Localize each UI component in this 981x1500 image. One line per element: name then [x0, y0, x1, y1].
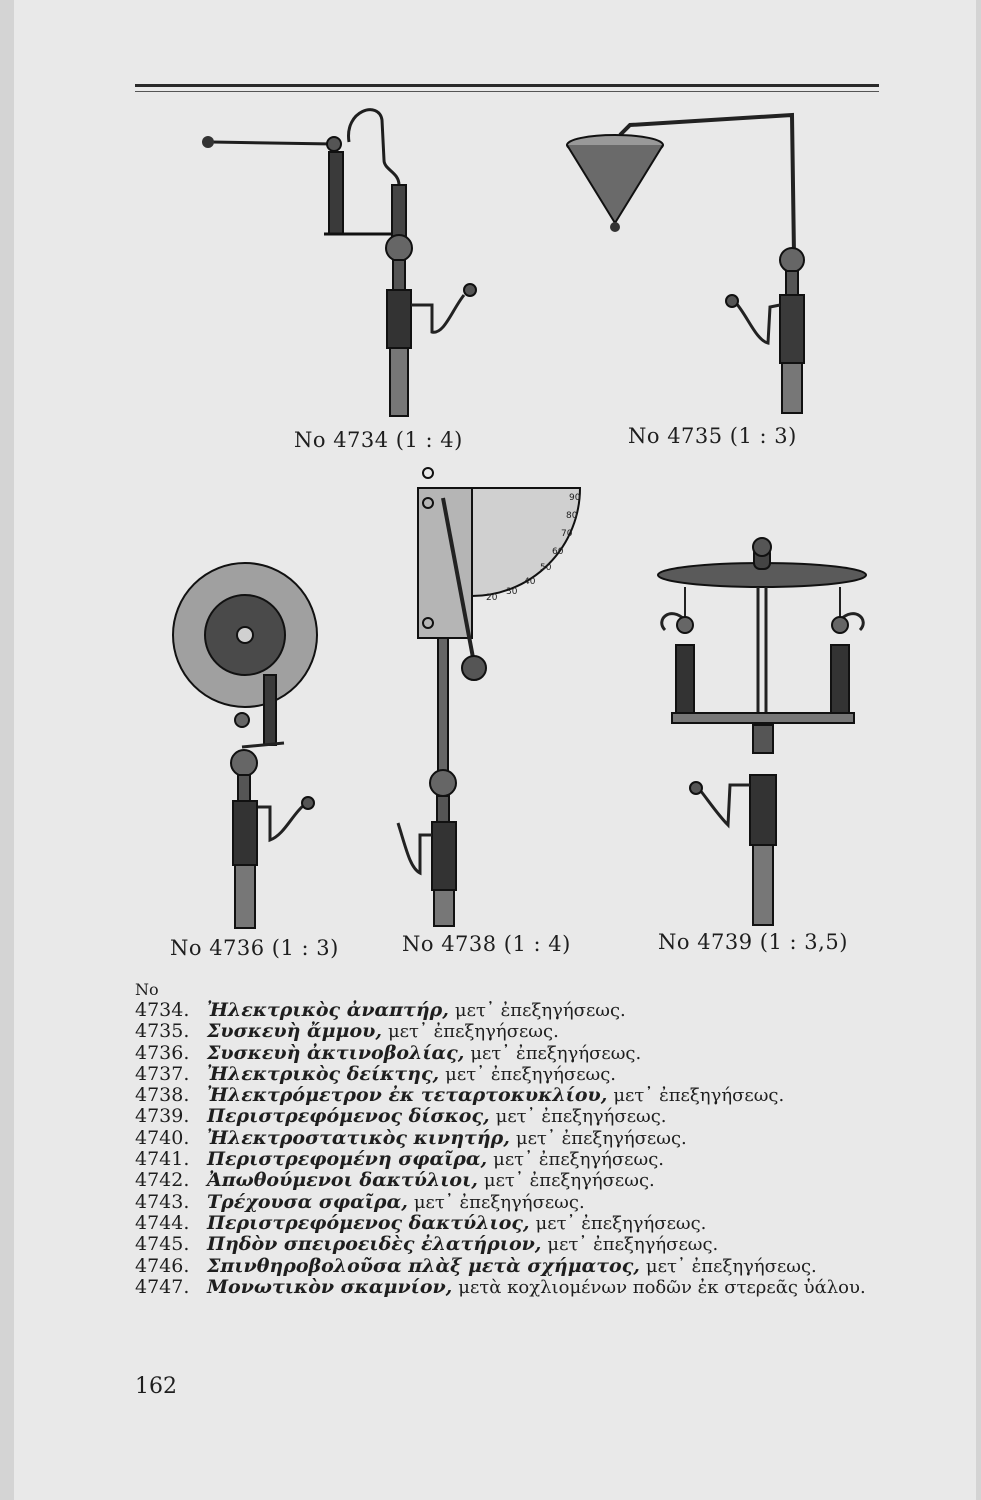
- item-number: 4747.: [135, 1275, 190, 1298]
- figure-4735-illustration: [560, 105, 820, 415]
- item-description: μετ᾽ ἐπεξηγήσεως.: [493, 1149, 664, 1171]
- item-name: Πηδὸν σπειροειδὲς ἐλατήριον,: [207, 1233, 542, 1256]
- page-number: 162: [135, 1374, 177, 1399]
- item-description: μετ᾽ ἐπεξηγήσεως.: [483, 1170, 655, 1192]
- item-name: Ἠλεκτρικὸς δείκτης,: [207, 1062, 440, 1085]
- item-description: μετ᾽ ἐπεξηγήσεως.: [515, 1127, 687, 1149]
- list-item: [135, 1192, 975, 1213]
- figure-4739-illustration: [650, 535, 880, 927]
- figure-4738-caption: No 4738 (1 : 4): [402, 932, 571, 956]
- figure-4734-caption: No 4734 (1 : 4): [294, 428, 463, 452]
- item-description: μετ᾽ ἐπεξηγήσεως.: [645, 1255, 817, 1277]
- list-item: [135, 1064, 975, 1085]
- item-description: μετ᾽ ἐπεξηγήσεως.: [470, 1042, 642, 1064]
- list-item: [135, 1234, 975, 1255]
- list-item: [135, 1213, 975, 1234]
- item-name: Τρέχουσα σφαῖρα,: [207, 1190, 408, 1213]
- catalog-page: [14, 0, 976, 1500]
- list-heading: No: [135, 980, 159, 999]
- catalog-list: [135, 1000, 975, 1298]
- item-description: μετ᾽ ἐπεξηγήσεως.: [547, 1234, 719, 1256]
- top-rule-thin: [135, 91, 879, 92]
- item-description: μετ᾽ ἐπεξηγήσεως.: [613, 1085, 785, 1107]
- item-description: μετ᾽ ἐπεξηγήσεως.: [535, 1212, 707, 1234]
- top-rule: [135, 84, 879, 87]
- item-description: μετ᾽ ἐπεξηγήσεως.: [495, 1106, 667, 1128]
- list-item: [135, 1106, 975, 1127]
- list-item: [135, 1021, 975, 1042]
- item-number: 4744.: [135, 1211, 190, 1234]
- list-item: [135, 1170, 975, 1191]
- list-item: [135, 1277, 975, 1298]
- scale-label-20: 20: [486, 593, 498, 603]
- list-item: [135, 1128, 975, 1149]
- list-item: [135, 1043, 975, 1064]
- item-name: Περιστρεφόμενος δακτύλιος,: [207, 1211, 530, 1234]
- item-name: Συσκευὴ ἄμμου,: [207, 1020, 382, 1043]
- scale-label-30: 30: [506, 587, 518, 597]
- scale-label-90: 90: [569, 493, 581, 503]
- figure-4735-caption: No 4735 (1 : 3): [628, 424, 797, 448]
- item-name: Περιστρεφόμενος δίσκος,: [207, 1105, 490, 1128]
- item-number: 4738.: [135, 1084, 190, 1107]
- item-number: 4743.: [135, 1190, 190, 1213]
- quadrant-scale: [472, 488, 592, 608]
- item-name: Σπινθηροβολοῦσα πλὰξ μετὰ σχήματος,: [207, 1254, 640, 1277]
- figure-4736-caption: No 4736 (1 : 3): [170, 936, 339, 960]
- item-description: μετ᾽ ἐπεξηγήσεως.: [387, 1021, 559, 1043]
- item-number: 4735.: [135, 1020, 190, 1043]
- item-number: 4741.: [135, 1148, 190, 1171]
- item-description: μετὰ κοχλιομένων ποδῶν ἐκ στερεᾶς ὑάλου.: [458, 1276, 866, 1298]
- item-description: μετ᾽ ἐπεξηγήσεως.: [413, 1191, 585, 1213]
- item-number: 4740.: [135, 1126, 190, 1149]
- scale-label-80: 80: [566, 511, 578, 521]
- item-description: μετ᾽ ἐπεξηγήσεως.: [445, 1063, 617, 1085]
- item-number: 4736.: [135, 1041, 190, 1064]
- item-number: 4734.: [135, 999, 190, 1021]
- list-item: [135, 1000, 975, 1021]
- item-number: 4742.: [135, 1169, 190, 1192]
- item-name: Ἠλεκτροστατικὸς κινητήρ,: [207, 1126, 510, 1149]
- list-item: [135, 1085, 975, 1106]
- item-name: Συσκευὴ ἀκτινοβολίας,: [207, 1041, 465, 1064]
- list-item: [135, 1256, 975, 1277]
- scale-label-70: 70: [561, 529, 573, 539]
- item-number: 4737.: [135, 1062, 190, 1085]
- item-number: 4739.: [135, 1105, 190, 1128]
- item-name: Περιστρεφομένη σφαῖρα,: [207, 1148, 488, 1171]
- figure-4739-caption: No 4739 (1 : 3,5): [658, 930, 848, 954]
- list-item: [135, 1149, 975, 1170]
- item-name: Μονωτικὸν σκαμνίον,: [207, 1275, 453, 1298]
- item-name: Ἠλεκτρόμετρον ἐκ τεταρτοκυκλίου,: [207, 1084, 608, 1107]
- item-name: Ἀπωθούμενοι δακτύλιοι,: [207, 1169, 478, 1192]
- figure-4736-illustration: [172, 555, 332, 930]
- scale-tick-labels: [486, 493, 581, 603]
- item-number: 4746.: [135, 1254, 190, 1277]
- item-description: μετ᾽ ἐπεξηγήσεως.: [454, 1000, 626, 1021]
- scale-label-50: 50: [540, 563, 552, 573]
- item-name: Ἠλεκτρικὸς ἀναπτήρ,: [207, 999, 449, 1021]
- item-number: 4745.: [135, 1233, 190, 1256]
- scale-label-40: 40: [524, 577, 536, 587]
- scale-label-60: 60: [552, 547, 564, 557]
- figure-4734-illustration: [194, 100, 494, 420]
